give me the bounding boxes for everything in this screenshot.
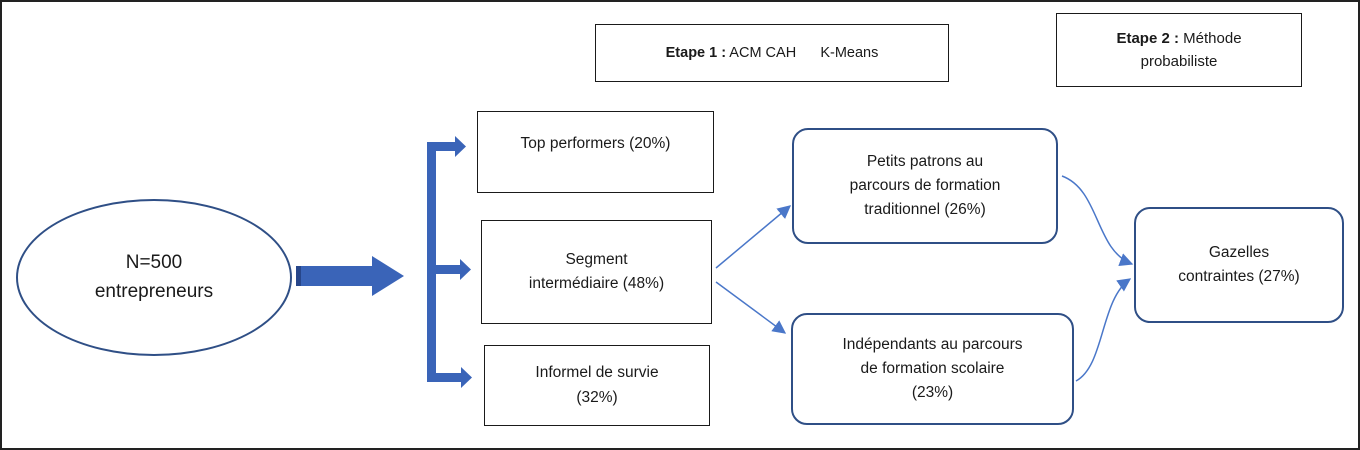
stage2-box (1056, 13, 1302, 87)
curve-independants-to-gazelles (1076, 279, 1130, 381)
gazelles-box: Gazelles contraintes (27%) (1134, 207, 1344, 323)
main-block-arrow (296, 256, 404, 296)
segment-informal: Informel de survie (32%) (484, 345, 710, 426)
population-ellipse (16, 199, 292, 356)
branch-arrow-middle (432, 259, 471, 280)
stage1-box (595, 24, 949, 82)
population-label: N=500 entrepreneurs (94, 252, 214, 302)
stage1-label: Etape 1 : ACM CAH K-Means (665, 44, 879, 61)
connector-to-petits-patrons (716, 206, 790, 268)
segment-top-performers: Top performers (20%) (477, 111, 714, 193)
curve-petits-patrons-to-gazelles (1062, 176, 1132, 264)
subsegment-petits-patrons: Petits patrons au parcours de formation traditionnel (26%) (792, 128, 1058, 244)
segment-intermediate: Segment intermédiaire (48%) (481, 220, 712, 324)
connector-to-independants (716, 282, 785, 333)
bracket-vertical (427, 146, 436, 382)
subsegment-independants: Indépendants au parcours de formation scolaire (23%) (791, 313, 1074, 425)
stage2-label: Etape 2 : Méthode probabiliste (1116, 29, 1242, 70)
